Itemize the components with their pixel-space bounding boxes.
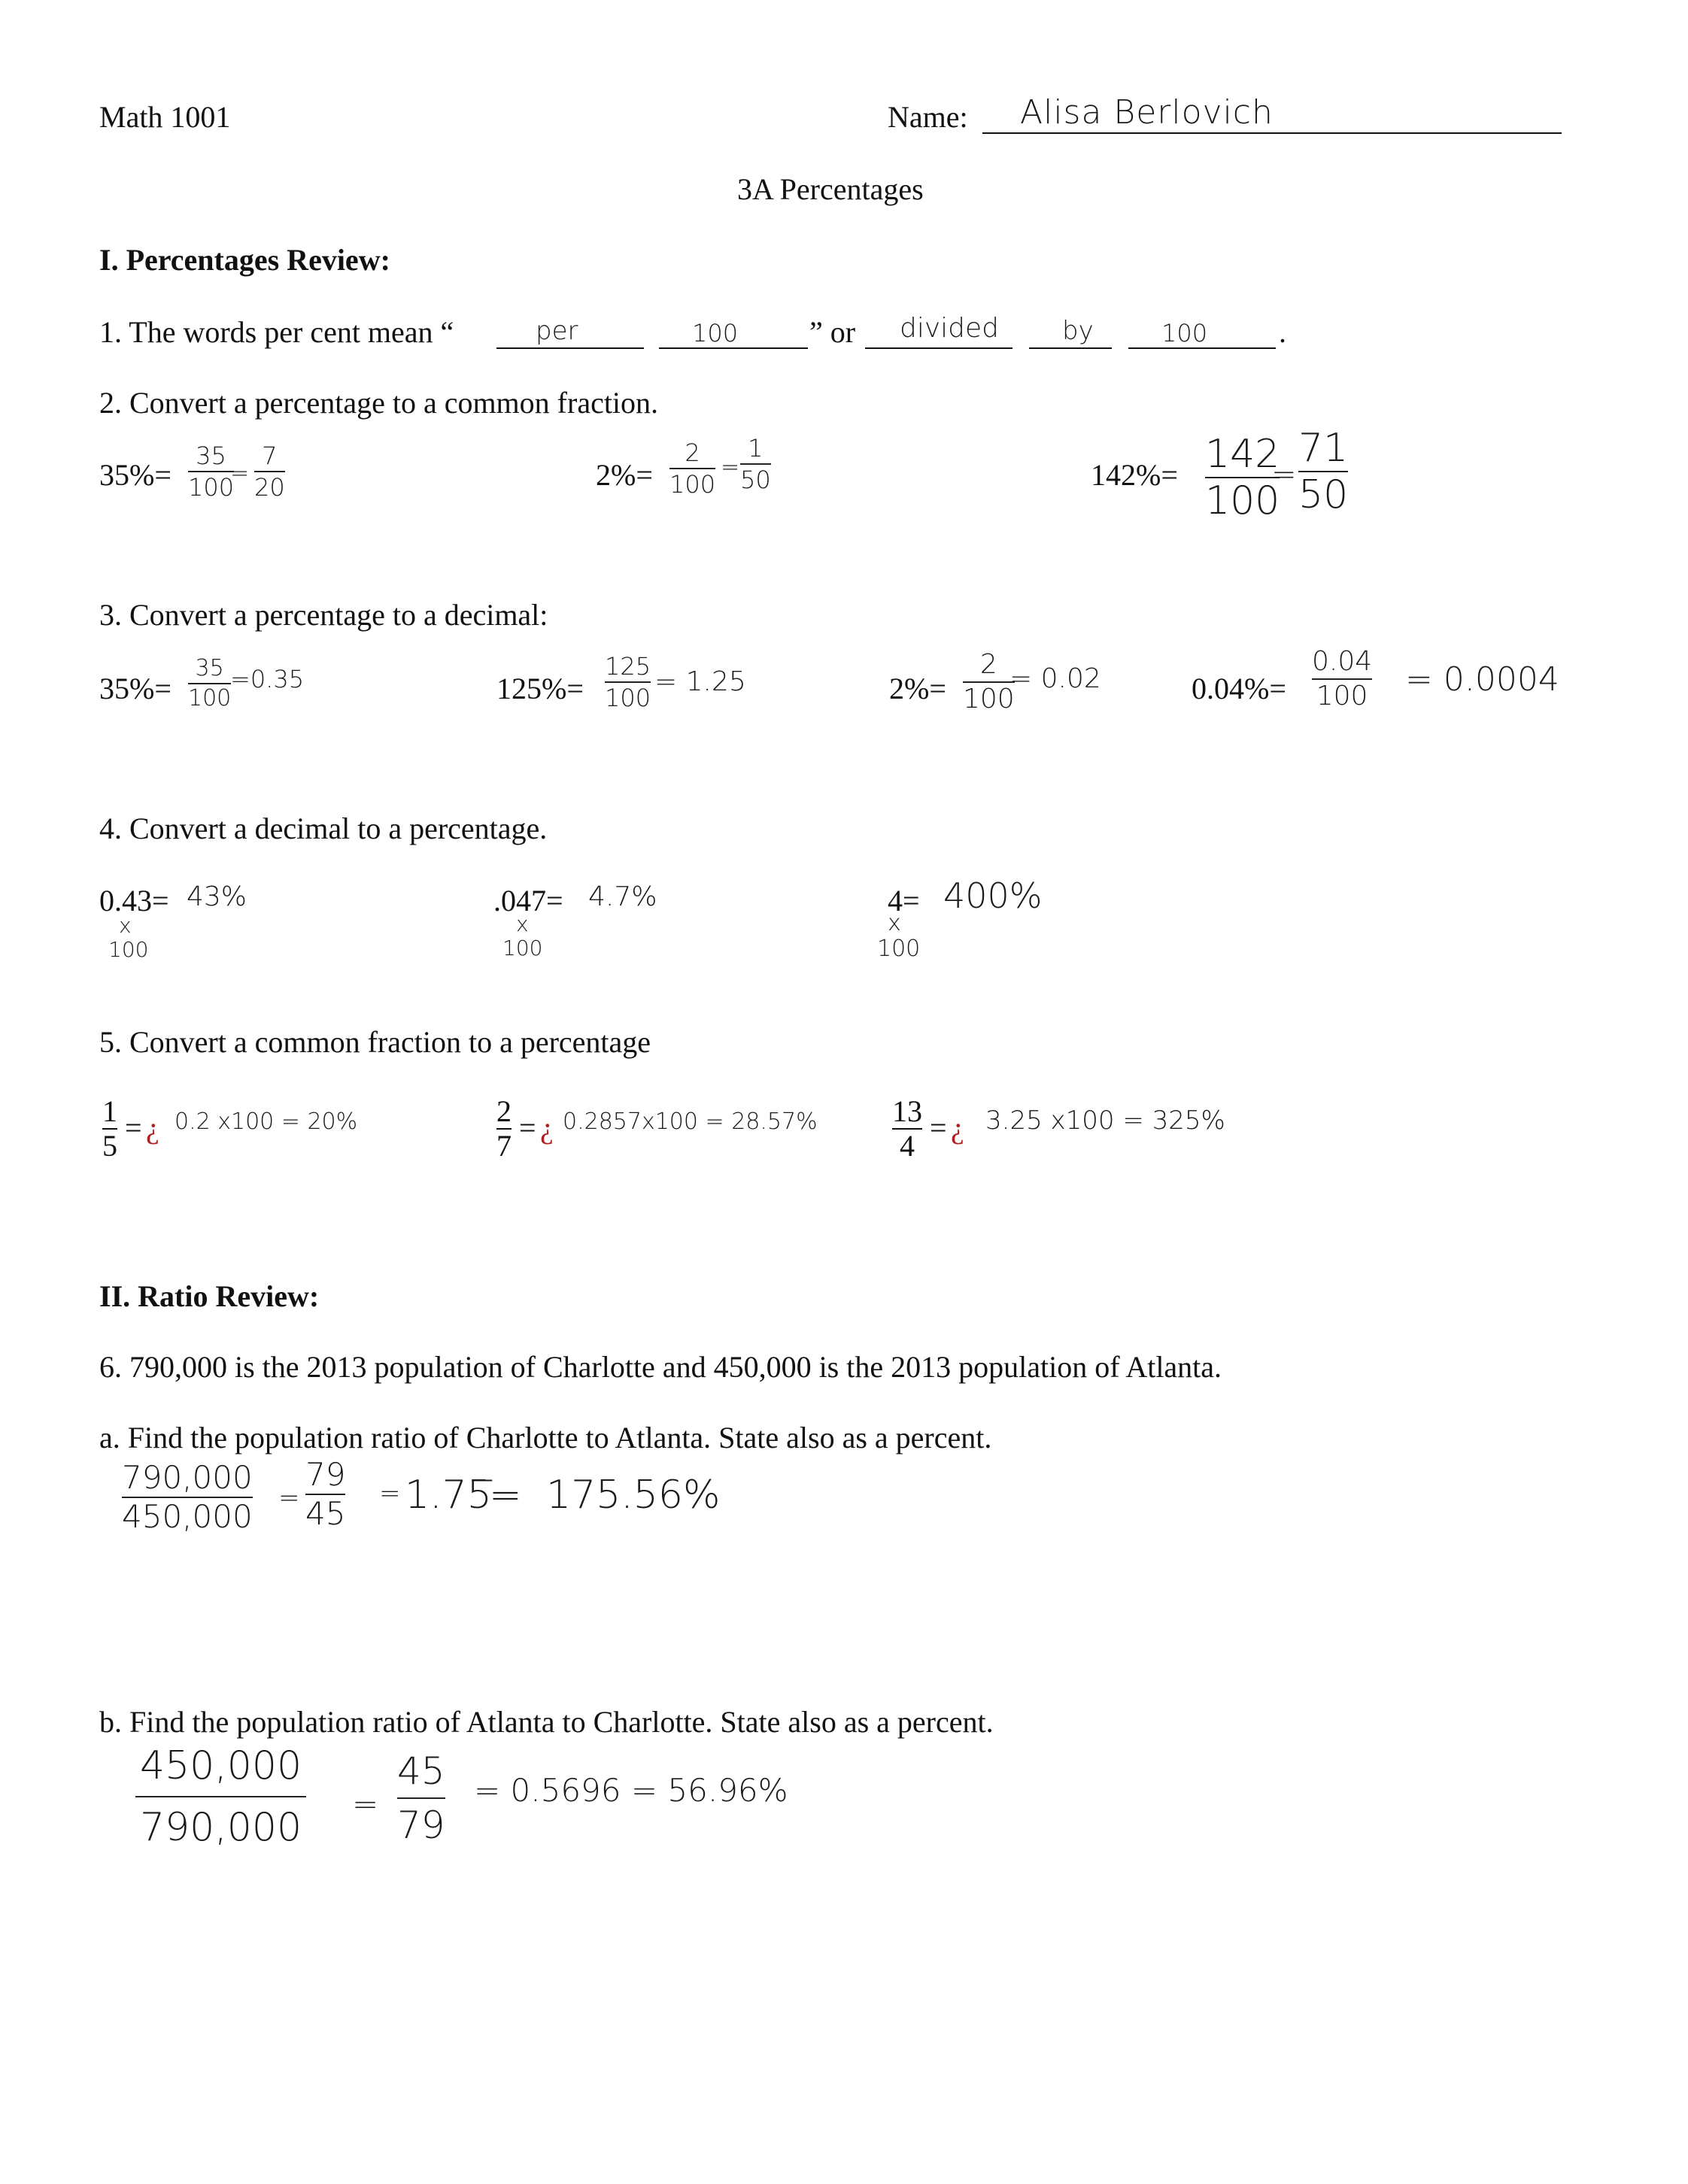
q1-mid-text: ” or xyxy=(809,315,856,349)
q4-item-3-times: x xyxy=(888,910,901,936)
q1-blank-2[interactable] xyxy=(659,347,808,349)
q6a-decimal: 1.75̅ xyxy=(405,1473,492,1518)
q2-item-1-equals: = xyxy=(230,460,250,487)
q6b-fraction-1: 450,000 790,000 xyxy=(140,1746,302,1847)
q1-answer-3: divided xyxy=(900,313,1000,344)
q6b-equals-1: = xyxy=(352,1785,379,1822)
q6b-prompt: b. Find the population ratio of Atlanta to Charlotte. State also as a percent. xyxy=(99,1705,994,1739)
q5-prompt: 5. Convert a common fraction to a percentage xyxy=(99,1025,651,1059)
q2-item-2-fraction-1: 2 100 xyxy=(669,438,716,499)
q4-item-2-times: x xyxy=(516,912,529,936)
q2-item-1-label: 35%= xyxy=(99,458,172,492)
q2-item-3-fraction-2: 71 50 xyxy=(1298,426,1349,517)
q6a-fraction-1: 790,000 450,000 xyxy=(122,1459,253,1535)
q3-item-3-result: = 0.02 xyxy=(1009,663,1101,694)
q3-item-1-result: =0.35 xyxy=(230,665,305,693)
course-label: Math 1001 xyxy=(99,100,231,134)
q3-item-1-label: 35%= xyxy=(99,672,172,705)
q1-answer-5: 100 xyxy=(1161,319,1208,347)
q2-item-2-label: 2%= xyxy=(596,458,653,492)
q3-item-4-label: 0.04%= xyxy=(1192,672,1286,705)
q6a-equals-2: = xyxy=(379,1479,401,1509)
q3-item-3-label: 2%= xyxy=(889,672,946,705)
q1-blank-4[interactable] xyxy=(1029,347,1112,349)
q4-item-1-times: x xyxy=(119,913,132,938)
q4-item-2-label: .047= xyxy=(493,884,563,918)
student-name: Alisa Berlovich xyxy=(1020,93,1274,132)
q2-item-1-fraction-1: 35 100 xyxy=(188,441,235,502)
q5-item-1-equals: = xyxy=(125,1111,142,1145)
q2-item-1-fraction-2: 7 20 xyxy=(254,441,285,502)
q6a-equals-3: = xyxy=(489,1473,522,1518)
q1-prompt: 1. The words per cent mean “ xyxy=(99,315,454,349)
name-blank[interactable] xyxy=(982,132,1562,134)
q6a-fraction-2: 79 45 xyxy=(305,1456,346,1532)
q4-item-3-hundred: 100 xyxy=(877,936,921,962)
q1-answer-1: per xyxy=(536,316,578,346)
q1-blank-5[interactable] xyxy=(1128,347,1276,349)
section-2-heading: II. Ratio Review: xyxy=(99,1279,320,1313)
q4-item-1-hundred: 100 xyxy=(108,937,149,962)
q1-blank-3[interactable] xyxy=(865,347,1012,349)
q3-item-4-fraction: 0.04 100 xyxy=(1312,646,1373,711)
q5-item-1-mark: ¿ xyxy=(146,1111,159,1145)
q5-item-1-fraction: 1 5 xyxy=(102,1094,117,1163)
q4-item-2-hundred: 100 xyxy=(502,936,543,960)
page-title: 3A Percentages xyxy=(737,172,924,206)
section-1-heading: I. Percentages Review: xyxy=(99,243,390,277)
q2-item-3-equals: = xyxy=(1271,457,1297,492)
q5-item-2-mark: ¿ xyxy=(540,1111,554,1145)
q1-end: . xyxy=(1279,315,1286,349)
name-label: Name: xyxy=(888,100,968,134)
q1-blank-1[interactable] xyxy=(496,347,644,349)
q6b-fraction-2: 45 79 xyxy=(397,1749,445,1847)
q3-item-2-result: = 1.25 xyxy=(654,666,746,697)
q5-item-2-equals: = xyxy=(519,1111,536,1145)
q6-prompt: 6. 790,000 is the 2013 population of Charlotte and 450,000 is the 2013 population of Atlanta. xyxy=(99,1350,1222,1384)
q3-item-2-fraction: 125 100 xyxy=(605,652,651,712)
q2-item-3-label: 142%= xyxy=(1091,458,1178,492)
q2-prompt: 2. Convert a percentage to a common fraction. xyxy=(99,386,659,420)
q6a-prompt: a. Find the population ratio of Charlotte to Atlanta. State also as a percent. xyxy=(99,1421,992,1454)
q5-item-3-equals: = xyxy=(930,1111,947,1145)
q2-item-2-fraction-2: 1 50 xyxy=(740,434,771,494)
q1-answer-2: 100 xyxy=(692,319,739,347)
q3-item-4-result: = 0.0004 xyxy=(1405,660,1559,699)
q5-item-3-work: 3.25 x100 = 325% xyxy=(985,1106,1225,1136)
q3-item-2-label: 125%= xyxy=(496,672,584,705)
q4-item-2-answer: 4.7% xyxy=(588,881,657,912)
q5-item-2-work: 0.2857x100 = 28.57% xyxy=(563,1109,818,1135)
q3-item-3-fraction: 2 100 xyxy=(963,649,1015,714)
q3-prompt: 3. Convert a percentage to a decimal: xyxy=(99,598,548,632)
q2-item-3-fraction-1: 142 100 xyxy=(1205,432,1280,523)
q1-answer-4: by xyxy=(1062,316,1094,346)
q6a-equals-1: = xyxy=(278,1483,300,1513)
q6b-result: = 0.5696 = 56.96% xyxy=(474,1772,788,1809)
q4-item-1-answer: 43% xyxy=(187,881,247,912)
q5-item-1-work: 0.2 x100 = 20% xyxy=(175,1109,358,1135)
q2-item-2-equals: = xyxy=(721,454,740,481)
q5-item-3-mark: ¿ xyxy=(951,1111,964,1145)
q4-prompt: 4. Convert a decimal to a percentage. xyxy=(99,811,548,845)
q6a-percent: 175.56% xyxy=(546,1473,721,1518)
q5-item-2-fraction: 2 7 xyxy=(496,1094,512,1163)
q4-item-3-answer: 400% xyxy=(943,875,1043,916)
q3-item-1-fraction: 35 100 xyxy=(188,655,232,711)
q5-item-3-fraction: 13 4 xyxy=(892,1094,922,1163)
q4-item-1-label: 0.43= xyxy=(99,884,169,918)
q4-item-3-label: 4= xyxy=(888,884,920,918)
